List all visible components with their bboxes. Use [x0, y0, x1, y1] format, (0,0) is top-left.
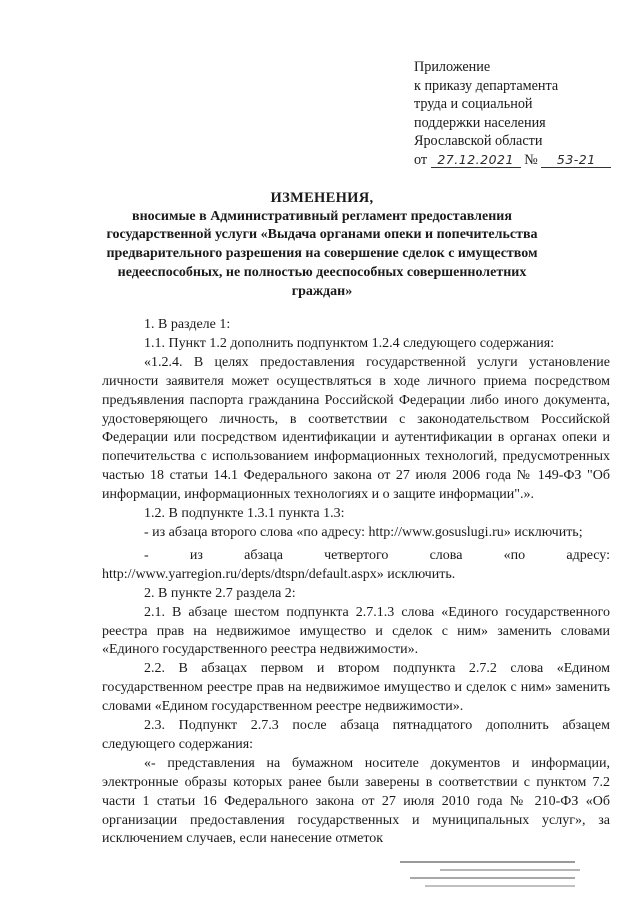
paragraph-11: «- представления на бумажном носителе документов и информации, электронные образы которых ранее были заверены в соответствии с пунктом 7.2 части 1 статьи 16 Федерального закона от 27 июля 2010 года № 210-ФЗ «Об организации предоставления государственных и муниципальных услуг», за исключением случаев, если нанесение отметок [102, 755, 610, 847]
faded-stamp-marks [400, 855, 590, 899]
number-label: № [524, 151, 538, 168]
heading-subtitle: вносимые в Административный регламент предоставления государственной услуги «Выдача органами опеки и попечительства предварительного разрешения на совершение сделок с имуществом недееспособных, не полностью дееспособных совершеннолетних граждан» [106, 208, 538, 299]
handwritten-date: 27.12.2021 [431, 153, 521, 168]
handwritten-number: 53-21 [541, 153, 611, 168]
paragraph-4: 1.2. В подпункте 1.3.1 пункта 1.3: [144, 506, 345, 522]
paragraph-5: - из абзаца второго слова «по адресу: http://www.gosuslugi.ru» исключить; [144, 524, 583, 540]
paragraph-6: - из абзаца четвертого слова «по адресу: http://www.yarregion.ru/depts/dtspn/default.aspx» исключить. [102, 547, 610, 582]
paragraph-8: 2.1. В абзаце шестом подпункта 2.7.1.3 слова «Единого государственного реестра прав на недвижимое имущество и сделок с ним» заменить словами «Единого государственного реестра недвижимости». [102, 604, 610, 658]
appendix-line-1: Приложение [414, 59, 491, 75]
paragraph-9: 2.2. В абзацах первом и втором подпункта 2.7.2 слова «Едином государственном реестре прав на недвижимое имущество и сделок с ним» заменить словами «Едином государственном реестре недвижимости». [102, 661, 610, 715]
appendix-line-4: поддержки населения [414, 114, 546, 131]
appendix-line-2: к приказу департамента [414, 77, 559, 94]
appendix-line-5: Ярославской области [414, 133, 543, 150]
document-body [102, 316, 610, 849]
appendix-line-3: труда и социальной [414, 96, 533, 113]
from-label: от [414, 151, 428, 168]
order-date-number-line [414, 151, 624, 170]
paragraph-2: 1.1. Пункт 1.2 дополнить подпунктом 1.2.4 следующего содержания: [144, 335, 555, 351]
paragraph-1: 1. В разделе 1: [144, 317, 231, 332]
paragraph-7: 2. В пункте 2.7 раздела 2: [144, 585, 296, 601]
document-heading [96, 189, 548, 301]
heading-title: ИЗМЕНЕНИЯ, [270, 190, 374, 206]
paragraph-3: «1.2.4. В целях предоставления государственной услуги установление личности заявителя может осуществляться в ходе личного приема посредством предъявления паспорта гражданина Российской Федерации либо иного документа, удостоверяющего личность, в соответствии с законодательством Российской Федерации или посредством идентификации и аутентификации в органах опеки и попечительства с использованием информационных технологий, предусмотренных частью 18 статьи 14.1 Федерального закона от 27 июля 2006 года № 149-ФЗ "Об информации, информационных технологиях и о защите информации".». [102, 354, 610, 503]
paragraph-10: 2.3. Подпункт 2.7.3 после абзаца пятнадцатого дополнить абзацем следующего содержания: [102, 718, 610, 752]
appendix-block [414, 58, 624, 170]
